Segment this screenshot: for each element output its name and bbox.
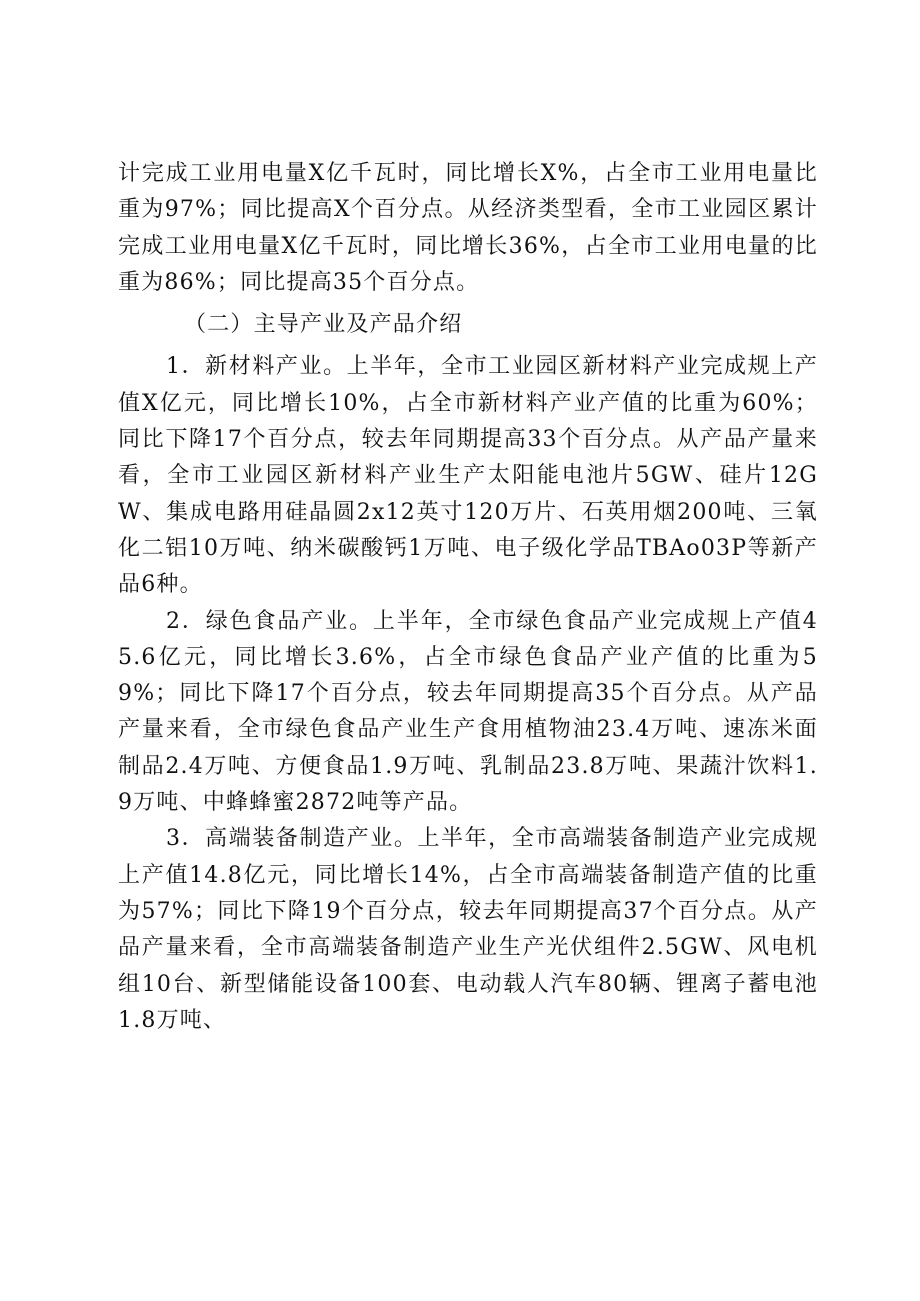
document-body	[118, 156, 818, 1039]
paragraph-green-food: 2．绿色食品产业。上半年，全市绿色食品产业完成规上产值45.6亿元，同比增长3.6%，占全市绿色食品产业产值的比重为59%；同比下降17个百分点，较去年同期提高35个百分点。从产品产量来看，全市绿色食品产业生产食用植物油23.4万吨、速冻米面制品2.4万吨、方便食品1.9万吨、乳制品23.8万吨、果蔬汁饮料1.9万吨、中蜂蜂蜜2872吨等产品。	[118, 608, 818, 816]
paragraph-new-materials: 1．新材料产业。上半年，全市工业园区新材料产业完成规上产值X亿元，同比增长10%，占全市新材料产业产值的比重为60%；同比下降17个百分点，较去年同期提高33个百分点。从产品产量来看，全市工业园区新材料产业生产太阳能电池片5GW、硅片12GW、集成电路用硅晶圆2x12英寸120万片、石英用烟200吨、三氧化二铝10万吨、纳米碳酸钙1万吨、电子级化学品TBAo03P等新产品6种。	[118, 354, 818, 598]
paragraph-intro-continued: 计完成工业用电量X亿千瓦时，同比增长X%，占全市工业用电量比重为97%；同比提高X个百分点。从经济类型看，全市工业园区累计完成工业用电量X亿千瓦时，同比增长36%，占全市工业用电量的比重为86%；同比提高35个百分点。	[118, 161, 818, 295]
paragraph-high-end-equipment: 3．高端装备制造产业。上半年，全市高端装备制造产业完成规上产值14.8亿元，同比增长14%，占全市高端装备制造产值的比重为57%；同比下降19个百分点，较去年同期提高37个百分点。从产品产量来看，全市高端装备制造产业生产光伏组件2.5GW、风电机组10台、新型储能设备100套、电动载人汽车80辆、锂离子蓄电池1.8万吨、	[118, 826, 818, 1033]
section-heading: （二）主导产业及产品介绍	[184, 312, 463, 338]
